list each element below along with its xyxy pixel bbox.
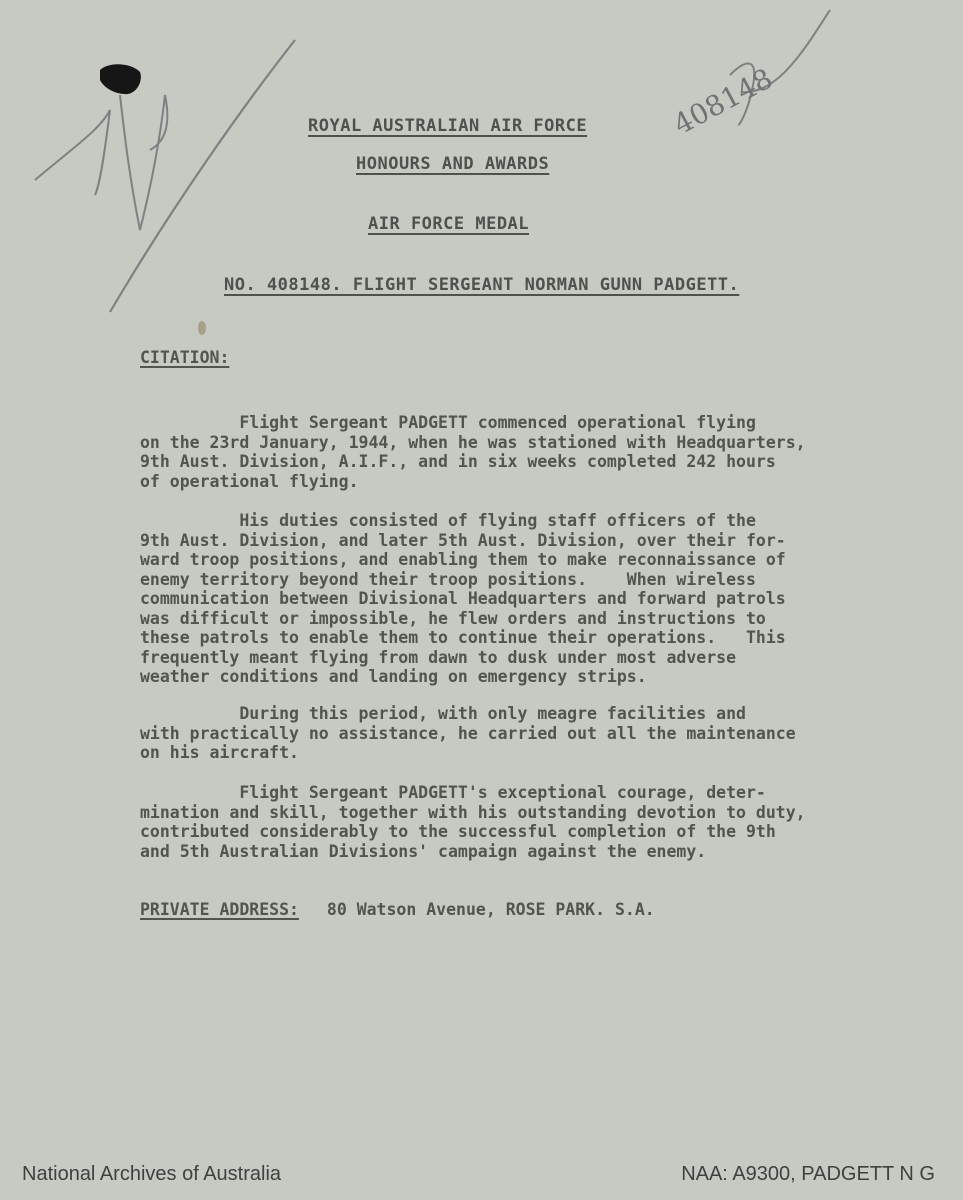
text-line: 9th Aust. Division, and later 5th Aust. Division, over their for- — [140, 530, 786, 550]
heading-award: AIR FORCE MEDAL — [368, 214, 530, 234]
handwritten-file-number: 408148 — [668, 61, 778, 142]
text-line: During this period, with only meagre facilities and — [140, 704, 746, 723]
citation-paragraph-2 — [140, 511, 920, 687]
citation-paragraph-3 — [140, 704, 920, 763]
text-line: and 5th Australian Divisions' campaign against the enemy. — [140, 841, 707, 861]
text-line: ward troop positions, and enabling them to make reconnaissance of — [140, 550, 786, 569]
text-line: these patrols to enable them to continue their operations. This — [140, 628, 786, 647]
footer-reference: NAA: A9300, PADGETT N G — [681, 1163, 935, 1185]
private-address-label: PRIVATE ADDRESS: — [140, 900, 299, 919]
private-address-value: 80 Watson Avenue, ROSE PARK. S.A. — [326, 900, 655, 919]
heading-honours: HONOURS AND AWARDS — [356, 154, 550, 174]
initials-scribble — [35, 95, 167, 230]
text-line: weather conditions and landing on emergency strips. — [140, 667, 647, 686]
text-line: with practically no assistance, he carried out all the maintenance — [140, 723, 796, 743]
punch-hole — [100, 64, 141, 94]
text-line: contributed considerably to the successful completion of the 9th — [140, 822, 776, 841]
text-line: on the 23rd January, 1944, when he was stationed with Headquarters, — [140, 432, 806, 452]
text-line: of operational flying. — [140, 471, 359, 491]
text-line: frequently meant flying from dawn to dusk under most adverse — [140, 647, 737, 667]
heading-subject: NO. 408148. FLIGHT SERGEANT NORMAN GUNN PADGETT. — [224, 275, 740, 295]
text-line: on his aircraft. — [140, 743, 299, 762]
citation-paragraph-1 — [140, 413, 920, 491]
text-line: communication between Divisional Headquarters and forward patrols — [140, 589, 786, 608]
private-address — [140, 900, 920, 920]
citation-paragraph-4 — [140, 783, 920, 861]
stain — [198, 321, 206, 335]
text-line: Flight Sergeant PADGETT commenced operational flying — [140, 413, 756, 432]
text-line: enemy territory beyond their troop positions. When wireless — [140, 569, 756, 589]
text-line: His duties consisted of flying staff officers of the — [140, 511, 756, 530]
text-line: 9th Aust. Division, A.I.F., and in six weeks completed 242 hours — [140, 452, 776, 471]
text-line: Flight Sergeant PADGETT's exceptional courage, deter- — [140, 783, 766, 802]
text-line: was difficult or impossible, he flew orders and instructions to — [140, 608, 766, 628]
text-line: mination and skill, together with his outstanding devotion to duty, — [140, 802, 806, 822]
footer-archive-name: National Archives of Australia — [22, 1163, 282, 1185]
citation-label: CITATION: — [140, 348, 230, 367]
heading-raaf: ROYAL AUSTRALIAN AIR FORCE — [308, 116, 588, 136]
